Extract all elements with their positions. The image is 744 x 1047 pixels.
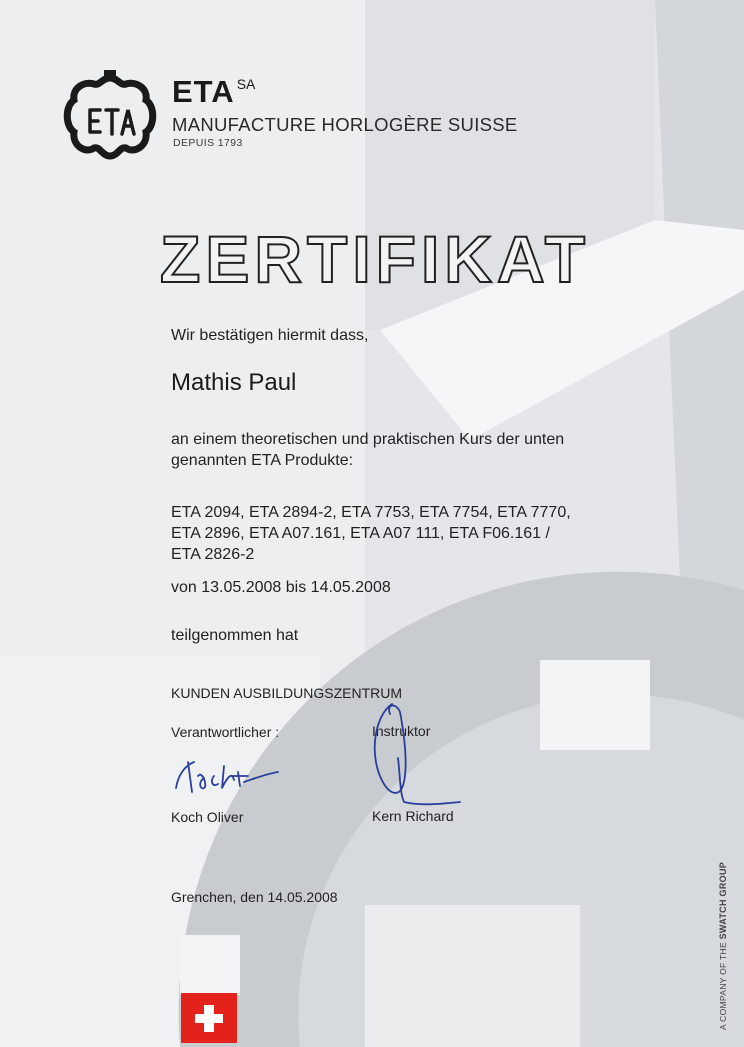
products-line-2: ETA 2896, ETA A07.161, ETA A07 111, ETA F06.161 / [171, 525, 550, 542]
instructor-name: Kern Richard [372, 808, 454, 824]
responsible-signature [172, 752, 282, 800]
participated-line: teilgenommen hat [171, 627, 299, 644]
place-date: Grenchen, den 14.05.2008 [171, 889, 338, 905]
brand-name: ETA [172, 74, 235, 109]
certificate-title: ZERTIFIKAT [160, 222, 591, 296]
brand-tagline: MANUFACTURE HORLOGÈRE SUISSE [172, 114, 518, 135]
recipient-name: Mathis Paul [171, 369, 297, 396]
course-line-2: genannten ETA Produkte: [171, 452, 354, 469]
responsible-label: Verantwortlicher : [171, 724, 280, 740]
brand-suffix: SA [236, 76, 256, 92]
responsible-name: Koch Oliver [171, 809, 244, 825]
company-note: A COMPANY OF THE [718, 942, 728, 1030]
swiss-flag-icon [181, 993, 237, 1043]
confirm-line: Wir bestätigen hiermit dass, [171, 327, 369, 344]
brand-block [172, 74, 255, 110]
course-line-1: an einem theoretischen und praktischen Kurs der unten [171, 431, 565, 448]
instructor-label: Instruktor [372, 723, 431, 739]
eta-logo [60, 70, 160, 162]
instructor-signature [360, 698, 470, 810]
group-name: SWATCH GROUP [718, 861, 728, 940]
training-center-label: KUNDEN AUSBILDUNGSZENTRUM [171, 685, 403, 701]
products-line-3: ETA 2826-2 [171, 546, 255, 563]
course-period: von 13.05.2008 bis 14.05.2008 [171, 579, 391, 596]
brand-since: DEPUIS 1793 [173, 137, 243, 149]
swatch-group-note [718, 862, 728, 1030]
products-line-1: ETA 2094, ETA 2894-2, ETA 7753, ETA 7754, ETA 7770, [171, 504, 571, 521]
